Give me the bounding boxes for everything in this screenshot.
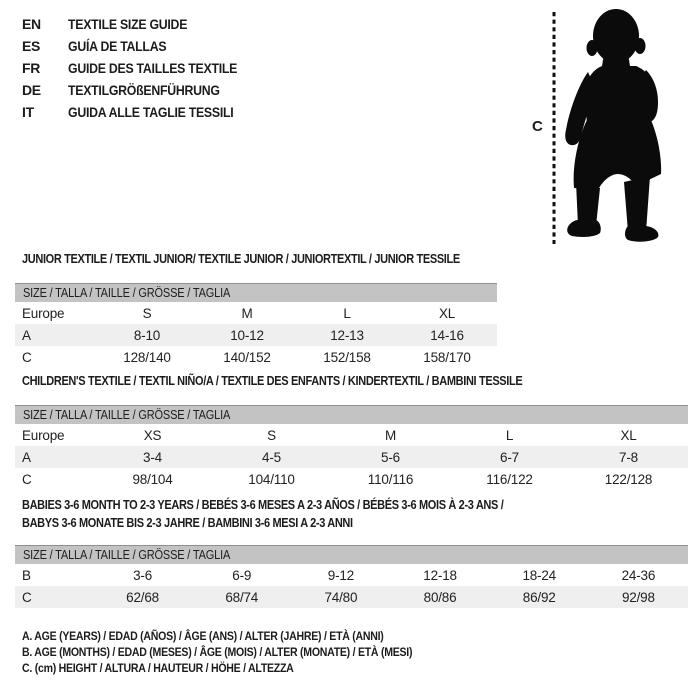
value-cell: 116/122 (486, 471, 533, 487)
value-cell: 12-13 (330, 327, 364, 343)
size-cell: L (505, 427, 514, 443)
size-cell: S (267, 427, 276, 443)
row-label: A (22, 327, 31, 343)
size-header-bar (15, 545, 688, 564)
value-cell: 92/98 (621, 589, 655, 605)
row-label: C (22, 589, 32, 605)
toddler-silhouette-icon (540, 4, 698, 250)
size-header-bar (15, 405, 688, 424)
measure-legend (22, 628, 465, 676)
lang-code: EN (22, 16, 41, 32)
babies-table (15, 564, 688, 608)
children-size-table (15, 405, 688, 490)
junior-title-text: JUNIOR TEXTILE / TEXTIL JUNIOR/ TEXTILE JUNIOR / JUNIORTEXTIL / JUNIOR TESSILE (22, 252, 460, 266)
junior-table (15, 302, 497, 368)
value-cell: 7-8 (619, 449, 638, 465)
children-title-text: CHILDREN'S TEXTILE / TEXTIL NIÑO/A / TEXTILE DES ENFANTS / KINDERTEXTIL / BAMBINI TESSILE (22, 374, 523, 388)
lang-code: FR (22, 60, 41, 76)
table-row (15, 564, 688, 586)
size-cell: M (241, 305, 253, 321)
value-cell: 74/80 (324, 589, 358, 605)
value-cell: 3-4 (143, 449, 162, 465)
table-row (15, 424, 688, 446)
table-row (15, 468, 688, 490)
legend-text-b: B. AGE (MONTHS) / EDAD (MESES) / ÂGE (MOIS) / ALTER (MONATE) / ETÀ (MESI) (22, 645, 413, 659)
value-cell: 128/140 (123, 349, 171, 365)
size-header-bar (15, 283, 497, 302)
table-row (15, 302, 497, 324)
value-cell: 122/128 (604, 471, 653, 487)
lang-title: TEXTILGRÖßENFÜHRUNG (68, 82, 220, 98)
lang-title: GUÍA DE TALLAS (68, 38, 167, 54)
value-cell: 140/152 (223, 349, 271, 365)
value-cell: 14-16 (430, 327, 464, 343)
lang-title: GUIDA ALLE TAGLIE TESSILI (68, 104, 234, 120)
height-measure-label: C (532, 118, 543, 135)
size-cell: XL (438, 305, 456, 321)
value-cell: 3-6 (133, 567, 153, 583)
value-cell: 12-18 (423, 567, 457, 583)
legend-line-c (22, 660, 465, 676)
value-cell: 68/74 (225, 589, 259, 605)
row-label: C (22, 349, 32, 365)
lang-row-it (22, 101, 260, 123)
lang-title: TEXTILE SIZE GUIDE (68, 16, 188, 32)
size-cell: S (142, 305, 152, 321)
junior-section-title (22, 252, 520, 266)
legend-line-b (22, 644, 465, 660)
value-cell: 152/158 (323, 349, 371, 365)
children-table (15, 424, 688, 490)
value-cell: 104/110 (248, 471, 295, 487)
lang-code: DE (22, 82, 41, 98)
value-cell: 5-6 (381, 449, 400, 465)
babies-title-line2: BABYS 3-6 MONATE BIS 2-3 JAHRE / BAMBINI 3-6 MESI A 2-3 ANNI (22, 516, 353, 530)
table-row (15, 446, 688, 468)
value-cell: 62/68 (126, 589, 159, 605)
value-cell: 9-12 (327, 567, 354, 583)
size-cell: L (343, 305, 351, 321)
lang-row-en (22, 13, 260, 35)
value-cell: 24-36 (621, 567, 656, 583)
size-header-text: SIZE / TALLA / TAILLE / GRÖSSE / TAGLIA (23, 408, 231, 422)
lang-title: GUIDE DES TAILLES TEXTILE (68, 60, 238, 76)
lang-code: ES (22, 38, 41, 54)
value-cell: 18-24 (522, 567, 556, 583)
size-header-text: SIZE / TALLA / TAILLE / GRÖSSE / TAGLIA (23, 548, 231, 562)
value-cell: 110/116 (367, 471, 414, 487)
size-cell: XL (620, 427, 637, 443)
value-cell: 4-5 (262, 449, 281, 465)
babies-section-title (22, 496, 569, 532)
row-label: A (22, 449, 31, 465)
lang-code: IT (22, 104, 34, 120)
row-label: Europe (22, 427, 65, 443)
value-cell: 10-12 (230, 327, 264, 343)
table-row (15, 346, 497, 368)
table-row (15, 586, 688, 608)
lang-row-de (22, 79, 260, 101)
lang-row-fr (22, 57, 260, 79)
legend-line-a (22, 628, 465, 644)
language-title-list (22, 13, 260, 123)
value-cell: 80/86 (423, 589, 457, 605)
row-label: B (22, 567, 31, 583)
legend-text-c: C. (cm) HEIGHT / ALTURA / HAUTEUR / HÖHE / ALTEZZA (22, 661, 294, 675)
value-cell: 8-10 (133, 327, 161, 343)
lang-row-es (22, 35, 260, 57)
value-cell: 86/92 (522, 589, 556, 605)
junior-size-table (15, 283, 497, 368)
size-cell: M (384, 427, 397, 443)
value-cell: 6-7 (500, 449, 519, 465)
legend-text-a: A. AGE (YEARS) / EDAD (AÑOS) / ÂGE (ANS) / ALTER (JAHRE) / ETÀ (ANNI) (22, 629, 384, 643)
size-header-text: SIZE / TALLA / TAILLE / GRÖSSE / TAGLIA (23, 286, 231, 300)
value-cell: 98/104 (132, 471, 173, 487)
row-label: Europe (22, 305, 65, 321)
size-cell: XS (143, 427, 162, 443)
babies-title-line1: BABIES 3-6 MONTH TO 2-3 YEARS / BEBÉS 3-6 MESES A 2-3 AÑOS / BÉBÉS 3-6 MOIS À 2-3 ANS / (22, 498, 504, 512)
table-row (15, 324, 497, 346)
row-label: C (22, 471, 32, 487)
value-cell: 6-9 (232, 567, 252, 583)
babies-size-table (15, 545, 688, 608)
value-cell: 158/170 (423, 349, 471, 365)
children-section-title (22, 374, 591, 388)
